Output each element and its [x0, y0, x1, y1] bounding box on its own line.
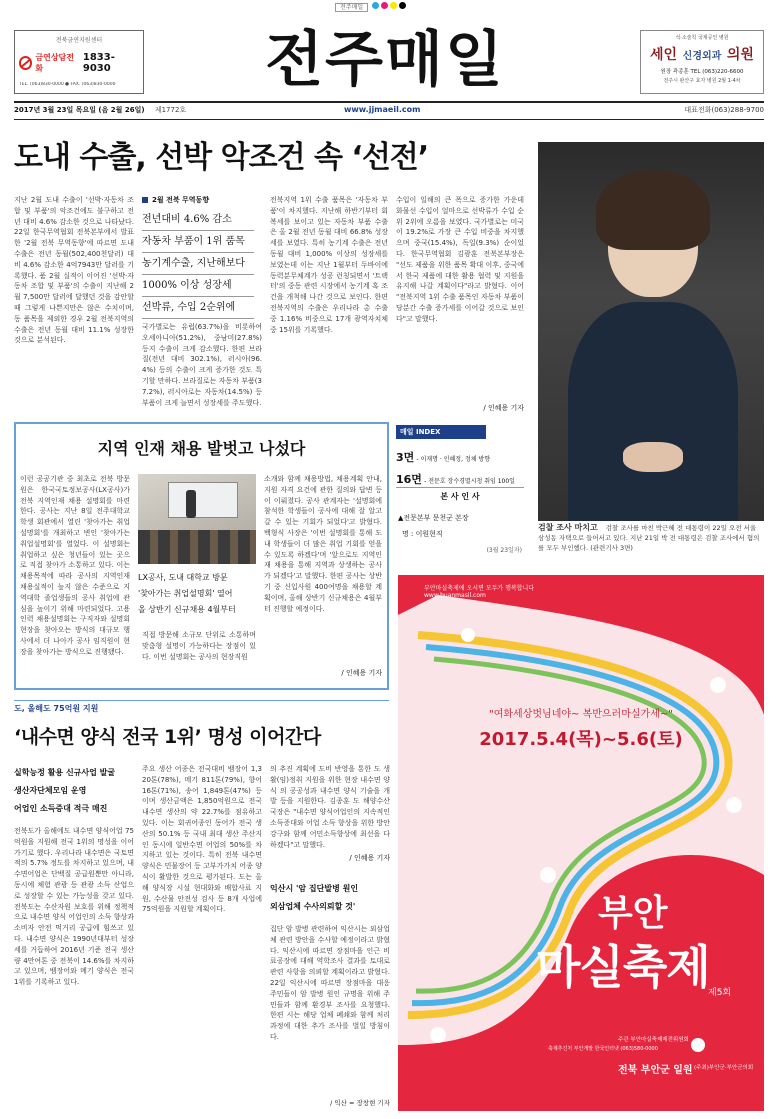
festival-host1: 주관 부안마실축제제전위원회: [618, 1037, 689, 1043]
cmyk-dot-y: [390, 2, 397, 9]
jobs-byline: / 인혜용 기자: [341, 669, 382, 677]
right-ad-line1: 원장 곽종훈 TEL (063)220-6600: [660, 69, 744, 75]
right-ad-name-b: 신경외과: [682, 51, 722, 62]
photo-body: [568, 302, 738, 521]
farm-kicker: 도, 올해도 75억원 지원: [14, 704, 99, 713]
festival-dot-4: [540, 867, 556, 883]
jobs-feature: [138, 570, 256, 618]
masthead-title: 전주매일: [265, 25, 505, 95]
jobs-headline: 지역 인재 채용 발벗고 나섰다: [97, 439, 306, 458]
festival-title-big: 마실축제: [536, 940, 710, 994]
lead-box-line-1: 자동차 부품이 1위 품목: [142, 231, 254, 253]
jobs-feature-line-0: LX공사, 도내 대학교 방문: [138, 573, 228, 582]
left-ad-sub: TEL. (063)830-0000 ● FAX. (063)830-0000: [19, 82, 116, 87]
festival-title-small: 부안: [598, 893, 668, 934]
farm-sub-0: 실학능정 활용 신규사업 발굴: [14, 768, 116, 777]
farm-sub2: [270, 880, 390, 916]
jobs-photo-audience: [138, 530, 256, 564]
left-ad-logo: 전북금연지원센터: [55, 37, 103, 44]
festival-dot-2: [710, 677, 726, 693]
jobs-feature-line-1: '찾아가는 취업설명회' 열어: [138, 589, 233, 598]
lead-summary-box: [142, 195, 254, 317]
masthead-url[interactable]: www.jjmaeil.com: [344, 105, 421, 114]
left-ad-headline: 금연상담전화: [35, 53, 75, 73]
festival-edition: 제5회: [708, 988, 732, 998]
festival-dot-1: [461, 628, 475, 642]
index-label: 매일 INDEX: [396, 425, 486, 439]
farm-top-rule: [14, 700, 389, 701]
jobs-feature-after: 직접 방문해 소규모 단위로 소통하며 맞춤형 설명이 가능하다는 장점이 있다. 이번 설명회는 공사의 현장직원: [142, 631, 256, 661]
jobs-photo-speaker: [186, 490, 196, 518]
notice-title: 본 사 인 사: [440, 492, 480, 501]
top-strip-label: 전주매일: [335, 3, 368, 12]
festival-dot-5: [430, 1027, 446, 1043]
farm-sub: [14, 764, 134, 818]
photo-caption-credit: (관련기사 3면): [590, 544, 633, 552]
notice-name: 명 : 이원현직: [402, 530, 443, 538]
index-p3: - 이재명 · 인혜정, 정체 방향: [416, 456, 490, 463]
festival-dot-6: [691, 1038, 705, 1052]
jobs-col-1: 이런 공공기관 중 최초로 전북 방문 원은 한국국토정보공사(LX공사)가 전북 지역인재 채용 설명회를 마련한다. 공사는 지난 8일 전주대학교 학생 회관에서 열린 '찾아가는 취업설명회'를 개최하고 변인 '찾아가는 취업설명회'를 열었다. 이 설명회는 취업하고 싶은 청년들이 있는 곳으로 직접 찾아가 소통하고 있다. 이는 채용목적에 따라 공사의 지역인재 채용실적이 높지 않은 수준으로 지역대학 졸업생들의 공사 취업에 관심을 높이기 위해 마련되었다. 고용인력 채용설명회는 구직자와 설명회 현장을 찾아오는 방식의 대규모 행사에서 더 나아가 공사 임직원이 현장을 찾아가는 방식으로 진행됐다.: [20, 475, 130, 656]
lead-box-line-2: 농기계수출, 지난해보다: [142, 253, 254, 275]
lead-byline: / 인혜용 기자: [483, 404, 524, 412]
index-rule: [396, 487, 524, 488]
top-strip: [335, 2, 455, 14]
index-p16: - 전문호 장수경멸시청 취임 100일: [424, 478, 515, 485]
index-p3-num: 3면: [396, 451, 415, 464]
photo-hands: [623, 442, 683, 472]
masthead-rule-bottom: [14, 119, 764, 120]
jobs-photo: [138, 474, 256, 564]
dateline: [14, 105, 764, 117]
masthead-phone: 대표전화(063)288-9700: [684, 106, 764, 114]
index-p16-num: 16면: [396, 473, 422, 486]
index-row-3: [396, 449, 524, 465]
notice-item: ▲전문본부 문천군 본장: [398, 514, 469, 522]
lead-headline: 도내 수출, 선박 악조건 속 ‘선전’: [14, 140, 429, 175]
farm-col-2: 주요 생산 어종은 전국대비 뱀장어 1,320톤(78%), 메기 811톤(79%), 향어 16톤(71%), 송어 1,849톤(47%) 등이며 생산금액은 1,850억원으로 전국 내수면 생산의 약 22.7%를 점유하고 있다. 이는 회귀어종인 동어가 전국 생산의 50.1% 등 국내 최대 생산 주산지인 동시에 일반수면 어업의 50%를 차지하고 있는 것이다. 특히 전북 내수면 양식은 민물장어 등 고부가가치 어종 양식이 활발한 것으로 평가된다. 도는 올해 양식장 시설 현대화와 배합사료 지원, 수산물 안전성 검사 등 8개 사업에 75억원을 지원할 계획이다.: [142, 765, 262, 914]
left-ad: [14, 30, 144, 94]
jobs-col-2: 소개와 함께 채용방법, 채용계획 안내, 지원 자격 요건에 관한 질의와 답변 등이 이뤄졌다. 공사 관계자는 '설명회에 참석한 학생들이 공사에 대해 잘 알고 갈 수 있는 기회가 되었다'고 밝혔다. 백형식 사장은 '이번 설명회를 통해 도내 학생들이 더 많은 취업 기회를 얻을 수 있도록 하겠다'며 '앞으로도 지역인재 채용을 통해 지역과 상생하는 공사가 되겠다'고 말했다. 한편 공사는 상반기 중 신입사원 400여명을 채용할 계획이며, 올해 상반기 신규채용은 4월부터 진행할 예정이다.: [264, 475, 382, 613]
festival-dot-3: [726, 797, 742, 813]
farm-sub-2: 어업인 소득증대 적극 매진: [14, 804, 108, 813]
lead-box-line-0: 전년대비 4.6% 감소: [142, 209, 254, 231]
right-ad-name: [644, 44, 760, 64]
right-ad: [640, 30, 764, 94]
festival-header: 부안마실축제에 오시면 모두가 행복합니다: [424, 585, 535, 592]
left-ad-phone-row: [19, 52, 139, 74]
right-ad-line2: 전주시 완산구 효자 병원 2월 1·4차: [663, 78, 741, 84]
index-box: [396, 425, 524, 565]
farm-col-3b: 집단 암 발병 관련하여 익산시는 외삼업체 관련 방안을 수사할 예정이라고 밝혔다. 익산시에 따르면 장점마을 인근 비료공장에 대해 역학조사 결과를 토대로 관련 사항을 의뢰할 계획이라고 밝혔다. 22일 익산시에 따르면 장점마을 대응 주민들이 암 발병 원인 규명을 위해 주민들과 함께 환경부 조사를 요청했다. 한편 시는 해당 업체 폐쇄와 함께 처리 과정에 대한 추가 조사를 벌일 방침이다.: [270, 925, 390, 1041]
right-ad-name-c: 의원: [726, 47, 754, 63]
lead-col-4: 수입이 일해의 큰 폭으로 증가한 가운데 화물선 수입이 얼마으로 선박류가 수입 순위 2위에 오름을 보였다. 국가별로는 미국이 19.2%로 가장 큰 수입 비중을 차지했으며 중국(15.4%), 독일(9.3%) 순이었다. 한국무역협회 김광훈 전북본부장은 "선도 제품을 위한 품목 확대 이후, 중국에서 한국 제품에 대한 활용 협력 및 지원을 유지해 나갈 계획이다"라고 밝혔다. 이어 "전북지역 1위 수출 품목인 자동차 부품이 당분간 수출 증가세를 이어갈 것으로 보인다"고 말했다.: [396, 196, 524, 323]
lead-col-3: 전북지역 1위 수출 품목은 '자동차 부품'이 차지했다. 지난해 하반기부터 회복세를 보이고 있는 자동차 부품 수출은 올 2월 전년 동월 대비 66.8% 성장세를 보였다. 특히 농기계 수출은 전년 동월 대비 1,000% 이상의 성장세를 보였는데 이는 지난 1월부터 두바이에 동력분무체계가 성공 런칭되면서 '트랙터'의 중동 관련 시장에서 농기계 혹 조건을 개척해 나간 것으로 보인다. 한편 전북지역의 수출은 우리나라 총 수출 중 1.16% 비중으로 17개 광역자치체 중 15위를 기록했다.: [270, 196, 388, 334]
notice-date: (3월 23일자): [486, 547, 522, 554]
box-marker-icon: [142, 197, 148, 203]
farm-sub2-1: 외삼업체 수사의뢰할 것': [270, 902, 356, 911]
farm-byline: / 인혜용 기자: [349, 854, 390, 862]
index-row-16: [396, 471, 524, 487]
farm-sub-1: 생산자단체모임 운영: [14, 786, 87, 795]
festival-sponsor: 전북 부안군 일원: [618, 1065, 693, 1076]
lead-col-2: 국가별로는 유럽(63.7%)을 비롯하여 오세아니아(51.2%), 중남미(27.8%) 등지 수출이 크게 감소했다. 한편 브라질(전년 대비 302.1%), 러시아(96.4%) 등의 수출이 크게 증가한 것도 특기할 만하다. 브라질로는 자동차 부품(37.2%), 러시아로는 자동차(14.5%) 등 부품이 크게 늘면서 성장세를 주도했다.: [142, 323, 262, 407]
lead-box-label-row: [142, 195, 254, 205]
news-photo: [538, 142, 764, 521]
masthead-date: 2017년 3월 23일 목요일 (음 2월 26일): [14, 106, 145, 114]
cmyk-dot-k: [399, 2, 406, 9]
photo-caption: [538, 523, 764, 553]
no-smoking-icon: [19, 56, 32, 70]
jobs-feature-line-2: 올 상반기 신규채용 4월부터: [138, 605, 236, 614]
farm-col-1: 전북도가 올해에도 내수면 양식어업 75억원을 지원해 전국 1위의 명성을 이어가기로 했다. 우리나라 내수면은 국토면적의 5.7% 정도를 차지하고 있으며, 내수면어업은 단백질 공급원뿐만 아니라, 동시에 체험 관광 등 관광 소득 산업으로 성장할 수 있는 가능성을 갖고 있다. 전북도는 수산자원 보호를 위해 정책적으로 내수면 양식 어업인의 소득 향상과 소비자 안전 먹거리 공급에 힘쓰고 있다. 내수면 양식은 1990년대부터 성장세를 거듭하여 2016년 기준 전국 생산량 4만여톤 중 전북이 14.6%를 차지하고 있으며, 뱀장어와 메기 양식은 전국 1위를 기록하고 있다.: [14, 827, 134, 987]
right-ad-name-a: 세인: [650, 47, 678, 63]
lead-box-line-3: 1000% 이상 성장세: [142, 275, 254, 297]
cmyk-dot-m: [381, 2, 388, 9]
festival-slogan: "여화세상벗님네야~ 복반으러마실가세~": [489, 709, 673, 720]
photo-caption-label: 검찰 조사 마치고: [538, 523, 598, 532]
festival-sponsor-sub: (주최)부안군·부안군의회: [694, 1065, 754, 1071]
masthead-rule-top: [14, 101, 764, 103]
masthead-issue: 제1772호: [154, 106, 187, 114]
jobs-photo-screen: [168, 482, 238, 518]
festival-url[interactable]: www.buanmasil.com: [424, 592, 486, 599]
photo-hair: [596, 170, 710, 250]
farm-byline2: / 익산 = 장창현 기자: [330, 1099, 390, 1107]
photo-caption-text: 검찰 조사를 마친 박근혜 전 대통령이 22일 오전 서울 삼성동 자택으로 들어서고 있다. 지난 21일 박 전 대통령은 검찰 조사에서 혐의를 모두 부인했다.: [538, 524, 760, 552]
festival-host2: 축제추진처 부안개발 한국인터넷 (063)580-0000: [548, 1046, 658, 1052]
right-ad-top: 석·소술칙 국제공인 병원: [675, 35, 729, 41]
farm-sub2-0: 익산시 '암 집단발병 원인: [270, 884, 359, 893]
farm-col-3: 의 추진 계획에 도비 반영을 통한 도 생활(임)정취 지원을 위한 현장 내수면 양식 의 공공성과 내수면 양식 기술을 개발 등을 지원한다. 김종훈 도 해양수산국장은 "내수면 양식어업인의 지속적인 소득증대와 어업 소득 향상을 위한 방안 강구와 함께 어민소득향상에 최선을 다하겠다"고 말했다.: [270, 765, 390, 849]
lead-col-1: 지난 2월 도내 수출이 '선박·자동차 조합 및 부품'의 악조건에도 불구하고 전년 대비 4.6% 감소한 것으로 나타났다. 22일 한국무역협회 전북본부에서 발표한 '2월 전북 무역동향'에 따르면 도내 수출은 전년 동월(502,400천달러) 대비 4.6% 감소한 4억7943만 달러를 기록했다. 품 2월 실적이 이어진 '선박·자동차 조합 및 부품'의 수출이 지난해 2월 7,500만 달러에 달했던 것을 감안할 때 그렇게 나쁜지만은 않은 수치이며, 동 품목을 제외한 경우 2월 전북지역의 수출은 전년 동월 대비 11.1% 성장한 것으로 분석된다.: [14, 196, 134, 345]
lead-box-line-4: 선박류, 수입 2순위에: [142, 297, 254, 319]
festival-ad: [398, 575, 764, 1111]
farm-headline: ‘내수면 양식 전국 1위’ 명성 이어간다: [14, 726, 321, 748]
left-ad-phone: 1833-9030: [82, 52, 115, 74]
cmyk-dot-c: [372, 2, 379, 9]
festival-date: 2017.5.4(목)~5.6(토): [479, 729, 683, 750]
lead-box-label: 2월 전북 무역동향: [152, 196, 210, 204]
festival-art: [398, 575, 764, 1111]
